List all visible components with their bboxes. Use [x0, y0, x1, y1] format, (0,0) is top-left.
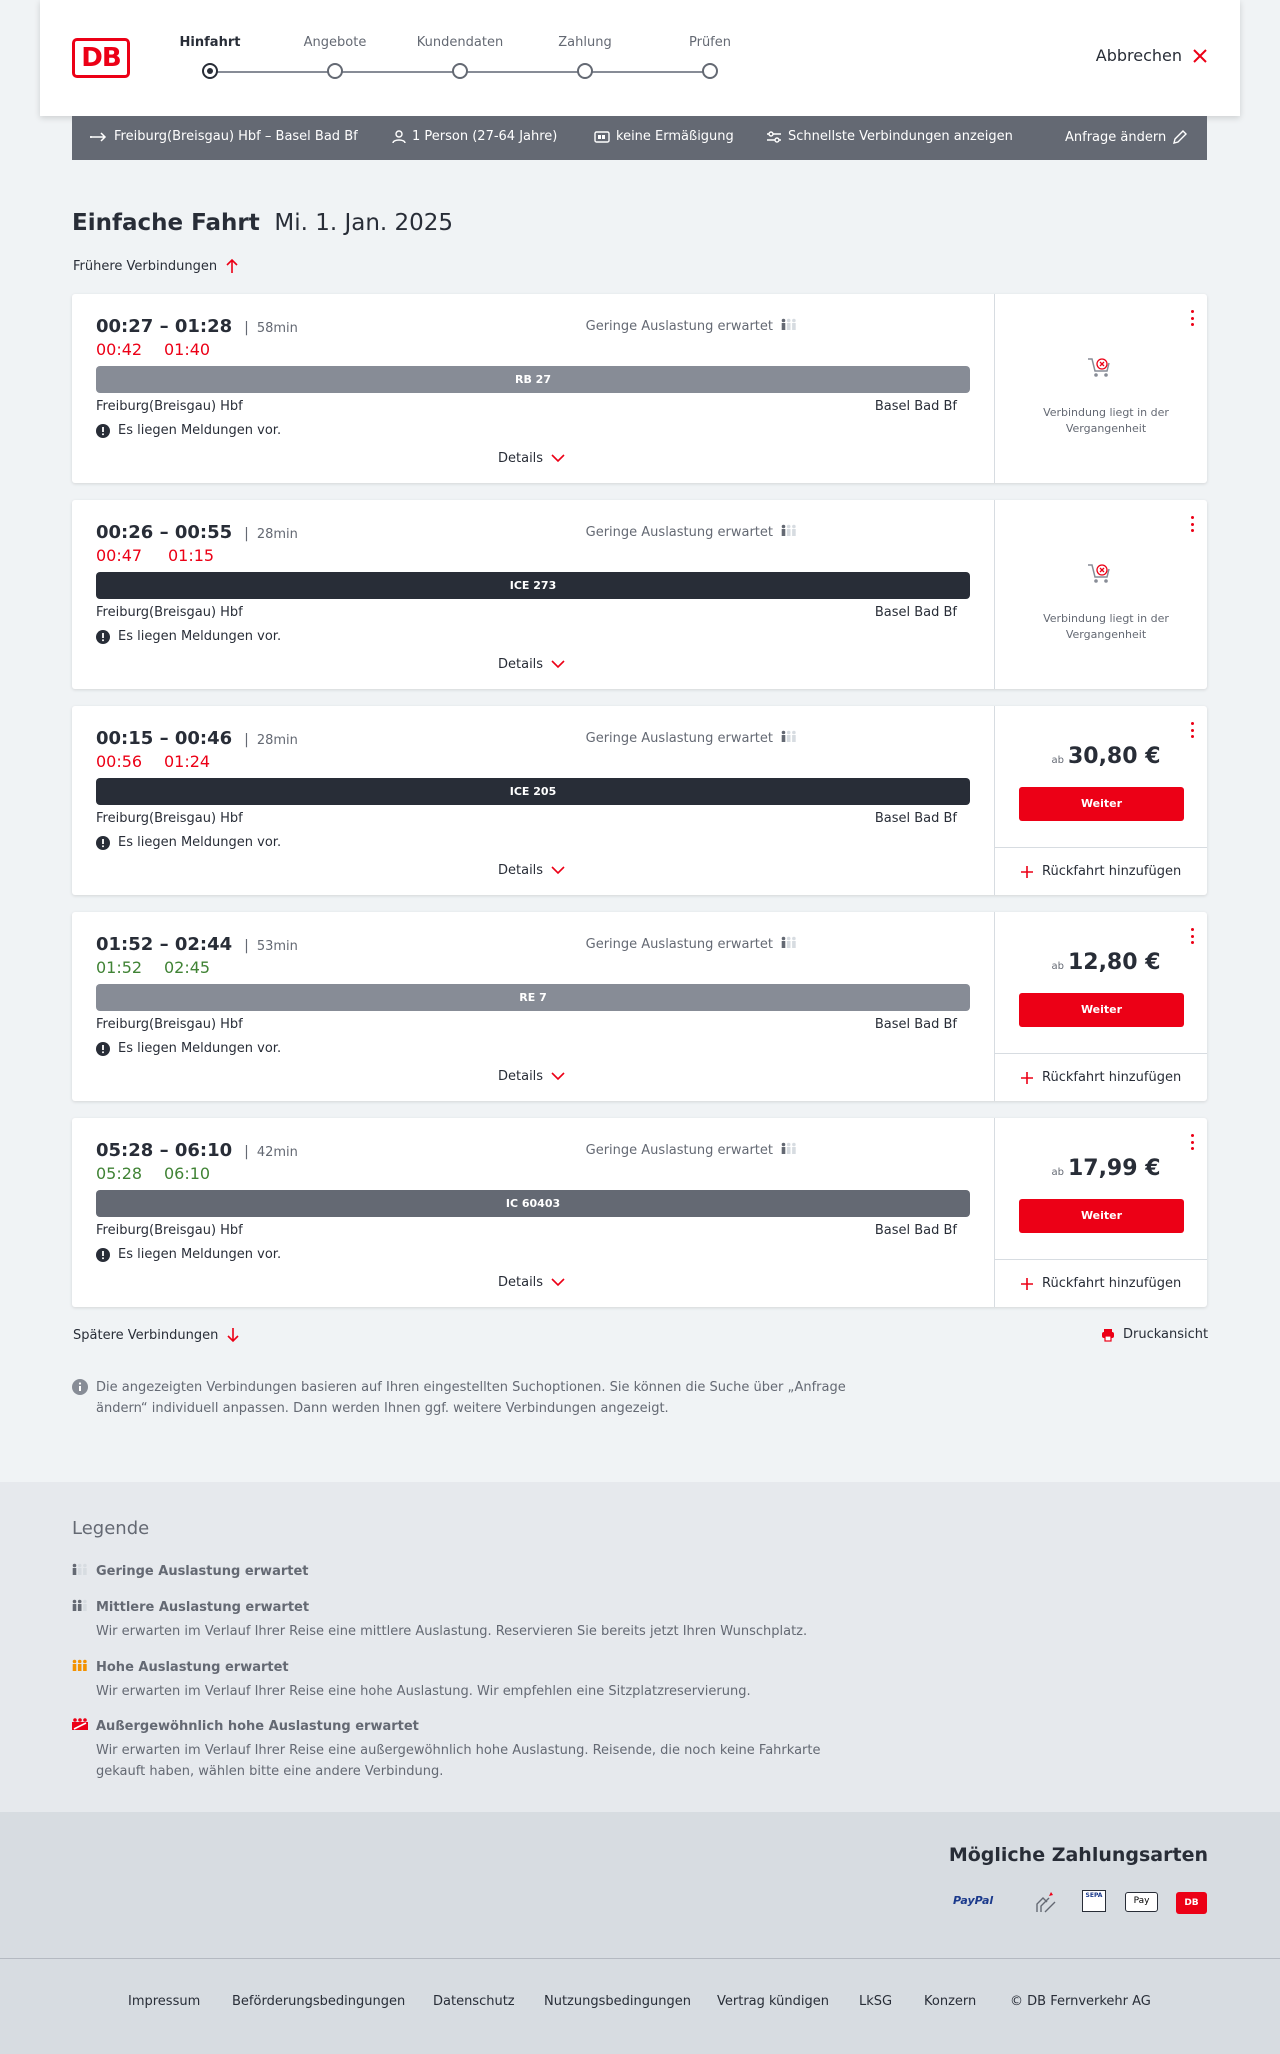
alert-icon [96, 630, 110, 644]
realtime-departure: 01:52 [96, 958, 143, 977]
price-prefix: ab [1051, 755, 1064, 766]
more-options-icon[interactable] [1187, 927, 1197, 945]
origin-station: Freiburg(Breisgau) Hbf [96, 1017, 243, 1032]
step-label-kundendaten: Kundendaten [416, 35, 504, 50]
separator: | [244, 1144, 249, 1160]
connection-times [96, 1140, 298, 1161]
connection-times [96, 728, 298, 749]
legend-description: Wir erwarten im Verlauf Ihrer Reise eine hohe Auslastung. Wir empfehlen eine Sitzplatzreservierung. [96, 1684, 751, 1699]
price-value: 12,80 € [1067, 950, 1161, 975]
footer-link-vertrag-kuendigen[interactable]: Vertrag kündigen [717, 1994, 829, 2009]
duration: 53min [256, 939, 298, 954]
notice [96, 1041, 281, 1056]
planned-times: 00:27 – 01:28 [96, 316, 233, 337]
card-divider [994, 1118, 995, 1307]
alert-icon [96, 1042, 110, 1056]
price [1010, 744, 1202, 769]
step-label-pruefen: Prüfen [688, 35, 731, 50]
more-options-icon[interactable] [1187, 309, 1197, 327]
trip-date: Mi. 1. Jan. 2025 [274, 210, 454, 236]
connection-card[interactable] [72, 500, 1207, 689]
details-toggle[interactable] [498, 451, 565, 466]
realtime-arrival: 06:10 [164, 1164, 211, 1183]
legend-item-low [72, 1563, 309, 1579]
occupancy-indicator [586, 318, 797, 334]
connection-card[interactable] [72, 706, 1207, 895]
discount-text: keine Ermäßigung [616, 129, 734, 144]
options-text: Schnellste Verbindungen anzeigen [788, 129, 1013, 144]
realtime-arrival: 01:40 [164, 340, 211, 359]
earlier-connections-label: Frühere Verbindungen [73, 258, 218, 274]
planned-times: 00:26 – 00:55 [96, 522, 233, 543]
price-value: 30,80 € [1067, 744, 1161, 769]
add-return-trip-label: Rückfahrt hinzufügen [1042, 1276, 1182, 1291]
details-label: Details [498, 1275, 544, 1290]
footer [0, 1958, 1280, 2054]
legend-description: Wir erwarten im Verlauf Ihrer Reise eine mittlere Auslastung. Reservieren Sie bereits jetzt Ihren Wunschplatz. [96, 1624, 808, 1639]
continue-button[interactable]: Weiter [1019, 993, 1184, 1027]
legend-item-medium [72, 1599, 309, 1615]
low-occupancy-icon [72, 1563, 88, 1579]
chevron-down-icon [551, 1278, 565, 1287]
printer-icon [1101, 1328, 1115, 1342]
low-occupancy-icon [781, 1142, 797, 1158]
footer-copyright: © DB Fernverkehr AG [1010, 1994, 1151, 2009]
paypal-icon: PayPal [953, 1894, 994, 1907]
traveller-summary [392, 129, 557, 144]
step-label-hinfahrt: Hinfahrt [179, 35, 241, 50]
card-divider [994, 706, 995, 895]
print-view-link[interactable] [1101, 1327, 1208, 1342]
planned-times: 05:28 – 06:10 [96, 1140, 233, 1161]
footer-link-impressum[interactable]: Impressum [128, 1994, 201, 2009]
db-payment-icon: DB [1176, 1892, 1207, 1914]
notice-text: Es liegen Meldungen vor. [118, 423, 282, 438]
step-dot-hinfahrt [202, 63, 218, 79]
notice-text: Es liegen Meldungen vor. [118, 835, 282, 850]
step-dot-kundendaten [452, 63, 468, 79]
step-dot-pruefen [702, 63, 718, 79]
step-dot-angebote [327, 63, 343, 79]
duration: 28min [256, 733, 298, 748]
route-summary [90, 129, 358, 144]
plus-icon [1020, 1277, 1034, 1291]
card-divider [994, 912, 995, 1101]
details-label: Details [498, 657, 544, 672]
origin-station: Freiburg(Breisgau) Hbf [96, 605, 243, 620]
realtime-departure: 00:56 [96, 752, 143, 771]
more-options-icon[interactable] [1187, 1133, 1197, 1151]
occupancy-label: Geringe Auslastung erwartet [585, 730, 773, 746]
notice-text: Es liegen Meldungen vor. [118, 1247, 282, 1262]
more-options-icon[interactable] [1187, 515, 1197, 533]
page-title [72, 210, 453, 236]
arrow-up-icon [225, 258, 239, 274]
plus-icon [1020, 1071, 1034, 1085]
details-toggle[interactable] [498, 1069, 565, 1084]
price-prefix: ab [1051, 961, 1064, 972]
pencil-icon [1172, 129, 1188, 145]
discount-summary [594, 129, 734, 144]
low-occupancy-icon [781, 318, 797, 334]
price [1010, 950, 1202, 975]
payment-methods-title: Mögliche Zahlungsarten [948, 1844, 1208, 1866]
plus-icon [1020, 865, 1034, 879]
step-dot-zahlung [577, 63, 593, 79]
details-label: Details [498, 451, 544, 466]
footer-link-nutzungsbedingungen[interactable]: Nutzungsbedingungen [544, 1994, 691, 2009]
divider [995, 847, 1207, 848]
search-info-note [72, 1377, 862, 1419]
connection-times [96, 934, 298, 955]
chevron-down-icon [551, 454, 565, 463]
step-label-zahlung: Zahlung [558, 35, 612, 50]
arrow-right-icon [90, 132, 108, 142]
footer-link-befoerderungsbedingungen[interactable]: Beförderungsbedingungen [232, 1994, 406, 2009]
continue-button[interactable]: Weiter [1019, 787, 1184, 821]
cart-unavailable-icon [1087, 356, 1113, 380]
occupancy-indicator [586, 936, 797, 952]
cancel-label: Abbrechen [1095, 46, 1182, 65]
traveller-text: 1 Person (27-64 Jahre) [412, 129, 558, 144]
legend-label: Mittlere Auslastung erwartet [96, 1599, 310, 1615]
footer-link-lksg[interactable]: LkSG [859, 1994, 893, 2009]
very-high-occupancy-icon [72, 1718, 88, 1734]
occupancy-indicator [586, 730, 797, 746]
trip-type: Einfache Fahrt [72, 210, 260, 236]
connection-times [96, 522, 298, 543]
step-label-angebote: Angebote [303, 35, 367, 50]
train-segment-bar[interactable]: RE 7 [96, 984, 970, 1011]
occupancy-label: Geringe Auslastung erwartet [585, 1142, 773, 1158]
apple-pay-icon: Pay [1125, 1892, 1158, 1912]
destination-station: Basel Bad Bf [874, 811, 957, 826]
legend-label: Außergewöhnlich hohe Auslastung erwartet [96, 1718, 419, 1734]
low-occupancy-icon [781, 730, 797, 746]
add-return-trip-label: Rückfahrt hinzufügen [1042, 1070, 1182, 1085]
past-connection-text: Verbindung liegt in der Vergangenheit [1043, 612, 1169, 641]
price [1010, 1156, 1202, 1181]
bahncard-icon [594, 131, 610, 143]
realtime-arrival: 01:15 [168, 546, 215, 565]
duration: 28min [256, 527, 298, 542]
occupancy-label: Geringe Auslastung erwartet [585, 524, 773, 540]
search-summary-bar [72, 116, 1207, 160]
train-segment-bar[interactable]: ICE 205 [96, 778, 970, 805]
legend-label: Geringe Auslastung erwartet [96, 1563, 309, 1579]
train-segment-bar[interactable]: ICE 273 [96, 572, 970, 599]
details-toggle[interactable] [498, 1275, 565, 1290]
print-view-label: Druckansicht [1123, 1327, 1209, 1342]
notice [96, 423, 281, 438]
search-info-text: Die angezeigten Verbindungen basieren auf Ihren eingestellten Suchoptionen. Sie können die Suche über „Anfrage ändern“ individuell anpassen. Dann werden Ihnen ggf. weitere Verbindungen angezeigt. [96, 1380, 846, 1416]
cancel-button[interactable] [1096, 46, 1208, 65]
progress-header [40, 0, 1240, 116]
occupancy-indicator [586, 524, 797, 540]
later-connections-link[interactable] [73, 1327, 240, 1343]
notice-text: Es liegen Meldungen vor. [118, 1041, 282, 1056]
earlier-connections-link[interactable] [73, 258, 239, 274]
divider [995, 1053, 1207, 1054]
connection-card[interactable] [72, 912, 1207, 1101]
notice [96, 1247, 281, 1262]
alert-icon [96, 1248, 110, 1262]
connection-times [96, 316, 298, 337]
separator: | [244, 526, 249, 542]
continue-button[interactable]: Weiter [1019, 1199, 1184, 1233]
origin-station: Freiburg(Breisgau) Hbf [96, 399, 243, 414]
chevron-down-icon [551, 660, 565, 669]
legend-description: Wir erwarten im Verlauf Ihrer Reise eine außergewöhnlich hohe Auslastung. Reisende, die noch keine Fahrkarte gekauft haben, wählen bitte eine andere Verbindung. [96, 1743, 821, 1779]
cart-unavailable-icon [1087, 562, 1113, 586]
add-return-trip-button[interactable] [1020, 1276, 1181, 1291]
edit-search-button[interactable] [1065, 129, 1188, 145]
divider [995, 1259, 1207, 1260]
legend-title: Legende [72, 1518, 150, 1539]
low-occupancy-icon [781, 524, 797, 540]
add-return-trip-label: Rückfahrt hinzufügen [1042, 864, 1182, 879]
credit-card-icon [1033, 1890, 1059, 1914]
destination-station: Basel Bad Bf [874, 1017, 957, 1032]
card-divider [994, 500, 995, 689]
legend-item-very-high [72, 1718, 419, 1734]
footer-link-datenschutz[interactable]: Datenschutz [433, 1994, 515, 2009]
duration: 58min [256, 321, 298, 336]
planned-times: 01:52 – 02:44 [96, 934, 233, 955]
more-options-icon[interactable] [1187, 721, 1197, 739]
realtime-arrival: 02:45 [164, 958, 211, 977]
arrow-down-icon [226, 1327, 240, 1343]
separator: | [244, 938, 249, 954]
destination-station: Basel Bad Bf [874, 1223, 957, 1238]
sepa-icon: SEPA [1082, 1890, 1106, 1912]
occupancy-legend [0, 1482, 1280, 1812]
details-toggle[interactable] [498, 657, 565, 672]
legend-label: Hohe Auslastung erwartet [96, 1659, 289, 1675]
alert-icon [96, 836, 110, 850]
later-connections-label: Spätere Verbindungen [73, 1327, 219, 1343]
details-label: Details [498, 1069, 544, 1084]
chevron-down-icon [551, 1072, 565, 1081]
info-icon [72, 1379, 88, 1395]
occupancy-indicator [586, 1142, 797, 1158]
notice [96, 835, 281, 850]
separator: | [244, 732, 249, 748]
duration: 42min [256, 1145, 298, 1160]
connection-card[interactable] [72, 294, 1207, 483]
notice-text: Es liegen Meldungen vor. [118, 629, 282, 644]
realtime-departure: 05:28 [96, 1164, 143, 1183]
payment-methods [0, 1812, 1280, 1958]
separator: | [244, 320, 249, 336]
train-segment-bar[interactable]: IC 60403 [96, 1190, 970, 1217]
chevron-down-icon [551, 866, 565, 875]
price-prefix: ab [1051, 1167, 1064, 1178]
high-occupancy-icon [72, 1659, 88, 1675]
past-connection-text: Verbindung liegt in der Vergangenheit [1043, 406, 1169, 435]
low-occupancy-icon [781, 936, 797, 952]
destination-station: Basel Bad Bf [874, 605, 957, 620]
notice [96, 629, 281, 644]
options-summary [766, 129, 1013, 144]
legend-item-high [72, 1659, 289, 1675]
details-toggle[interactable] [498, 863, 565, 878]
filter-icon [766, 131, 782, 143]
train-segment-bar[interactable]: RB 27 [96, 366, 970, 393]
edit-search-label: Anfrage ändern [1065, 129, 1167, 145]
connection-card[interactable] [72, 1118, 1207, 1307]
medium-occupancy-icon [72, 1599, 88, 1615]
origin-station: Freiburg(Breisgau) Hbf [96, 1223, 243, 1238]
occupancy-label: Geringe Auslastung erwartet [585, 318, 773, 334]
occupancy-label: Geringe Auslastung erwartet [585, 936, 773, 952]
destination-station: Basel Bad Bf [874, 399, 957, 414]
price-value: 17,99 € [1067, 1156, 1161, 1181]
realtime-departure: 00:42 [96, 340, 143, 359]
realtime-arrival: 01:24 [164, 752, 211, 771]
db-logo[interactable]: DB [72, 38, 130, 78]
details-label: Details [498, 863, 544, 878]
person-icon [392, 130, 406, 144]
footer-link-konzern[interactable]: Konzern [924, 1994, 977, 2009]
add-return-trip-button[interactable] [1020, 864, 1181, 879]
add-return-trip-button[interactable] [1020, 1070, 1181, 1085]
planned-times: 00:15 – 00:46 [96, 728, 233, 749]
route-text: Freiburg(Breisgau) Hbf – Basel Bad Bf [114, 129, 358, 144]
card-divider [994, 294, 995, 483]
close-icon [1192, 48, 1208, 64]
realtime-departure: 00:47 [96, 546, 143, 565]
alert-icon [96, 424, 110, 438]
origin-station: Freiburg(Breisgau) Hbf [96, 811, 243, 826]
